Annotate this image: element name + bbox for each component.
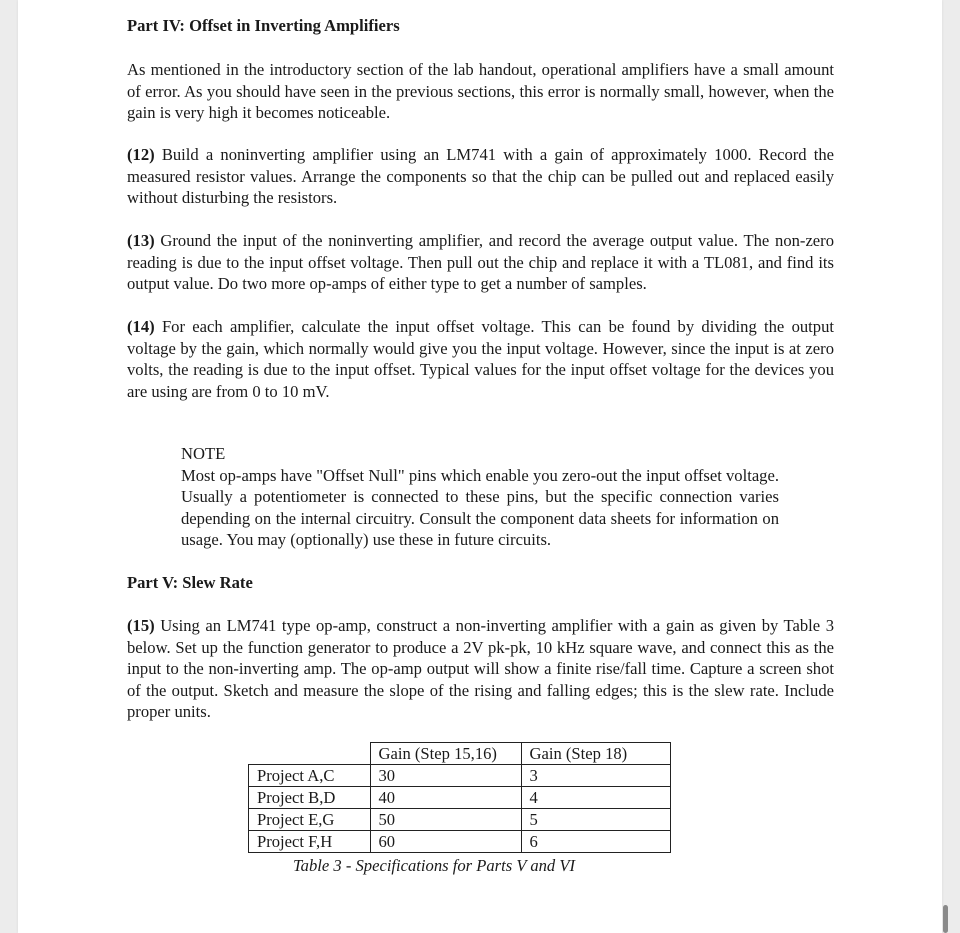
step-13-paragraph bbox=[127, 230, 834, 295]
step-14-paragraph bbox=[127, 316, 834, 402]
part-v-heading: Part V: Slew Rate bbox=[127, 573, 253, 592]
table-cell-gain-18: 4 bbox=[521, 787, 670, 809]
table-row bbox=[249, 787, 671, 809]
table-header-row bbox=[249, 743, 671, 765]
step-15-label: (15) bbox=[127, 616, 155, 635]
table-header-gain-15-16: Gain (Step 15,16) bbox=[370, 743, 521, 765]
step-14-text: For each amplifier, calculate the input offset voltage. This can be found by dividing the output voltage by the gain, which normally would give you the input voltage. However, since the input is at zero volts, the reading is due to the input offset. Typical values for the input offset voltage for the devices you are using are from 0 to 10 mV. bbox=[127, 317, 834, 401]
step-15-paragraph bbox=[127, 615, 834, 723]
table-cell-project: Project B,D bbox=[249, 787, 371, 809]
specifications-table bbox=[248, 742, 671, 853]
step-14-label: (14) bbox=[127, 317, 155, 336]
vertical-scrollbar-thumb[interactable] bbox=[943, 905, 948, 933]
step-12-paragraph bbox=[127, 144, 834, 209]
table-row bbox=[249, 831, 671, 853]
table-cell-gain-15-16: 40 bbox=[370, 787, 521, 809]
table-cell-gain-15-16: 50 bbox=[370, 809, 521, 831]
step-15-text: Using an LM741 type op-amp, construct a non-inverting amplifier with a gain as given by Table 3 below. Set up the function generator to produce a 2V pk-pk, 10 kHz square wave, and connect this as the input to the non-inverting amp. The op-amp output will show a finite rise/fall time. Capture a screen shot of the output. Sketch and measure the slope of the rising and falling edges; this is the slew rate. Include proper units. bbox=[127, 616, 834, 721]
intro-paragraph: As mentioned in the introductory section of the lab handout, operational amplifiers have a small amount of error. As you should have seen in the previous sections, this error is normally small, however, when the gain is very high it becomes noticeable. bbox=[127, 60, 834, 122]
table-caption: Table 3 - Specifications for Parts V and VI bbox=[292, 856, 576, 875]
note-block bbox=[181, 443, 779, 551]
table-cell-gain-18: 5 bbox=[521, 809, 670, 831]
table-row bbox=[249, 765, 671, 787]
step-12-label: (12) bbox=[127, 145, 155, 164]
document-page bbox=[18, 0, 942, 933]
table-cell-project: Project F,H bbox=[249, 831, 371, 853]
table-cell-project: Project E,G bbox=[249, 809, 371, 831]
step-13-label: (13) bbox=[127, 231, 155, 250]
step-13-text: Ground the input of the noninverting amplifier, and record the average output value. The non-zero reading is due to the input offset voltage. Then pull out the chip and replace it with a TL081, and find its output value. Do two more op-amps of either type to get a number of samples. bbox=[127, 231, 834, 293]
table-row bbox=[249, 809, 671, 831]
table-cell-gain-18: 3 bbox=[521, 765, 670, 787]
table-cell-gain-18: 6 bbox=[521, 831, 670, 853]
table-header-blank bbox=[249, 743, 371, 765]
note-text: Most op-amps have "Offset Null" pins which enable you zero-out the input offset voltage. Usually a potentiometer is connected to these pins, but the specific connection varies depending on the internal circuitry. Consult the component data sheets for information on usage. You may (optionally) use these in future circuits. bbox=[181, 465, 779, 549]
table-cell-project: Project A,C bbox=[249, 765, 371, 787]
table-cell-gain-15-16: 60 bbox=[370, 831, 521, 853]
step-12-text: Build a noninverting amplifier using an LM741 with a gain of approximately 1000. Record the measured resistor values. Arrange the components so that the chip can be pulled out and replaced easily without disturbing the resistors. bbox=[127, 145, 834, 207]
part-iv-heading: Part IV: Offset in Inverting Amplifiers bbox=[127, 16, 400, 35]
note-title: NOTE bbox=[181, 444, 226, 463]
table-header-gain-18: Gain (Step 18) bbox=[521, 743, 670, 765]
table-cell-gain-15-16: 30 bbox=[370, 765, 521, 787]
